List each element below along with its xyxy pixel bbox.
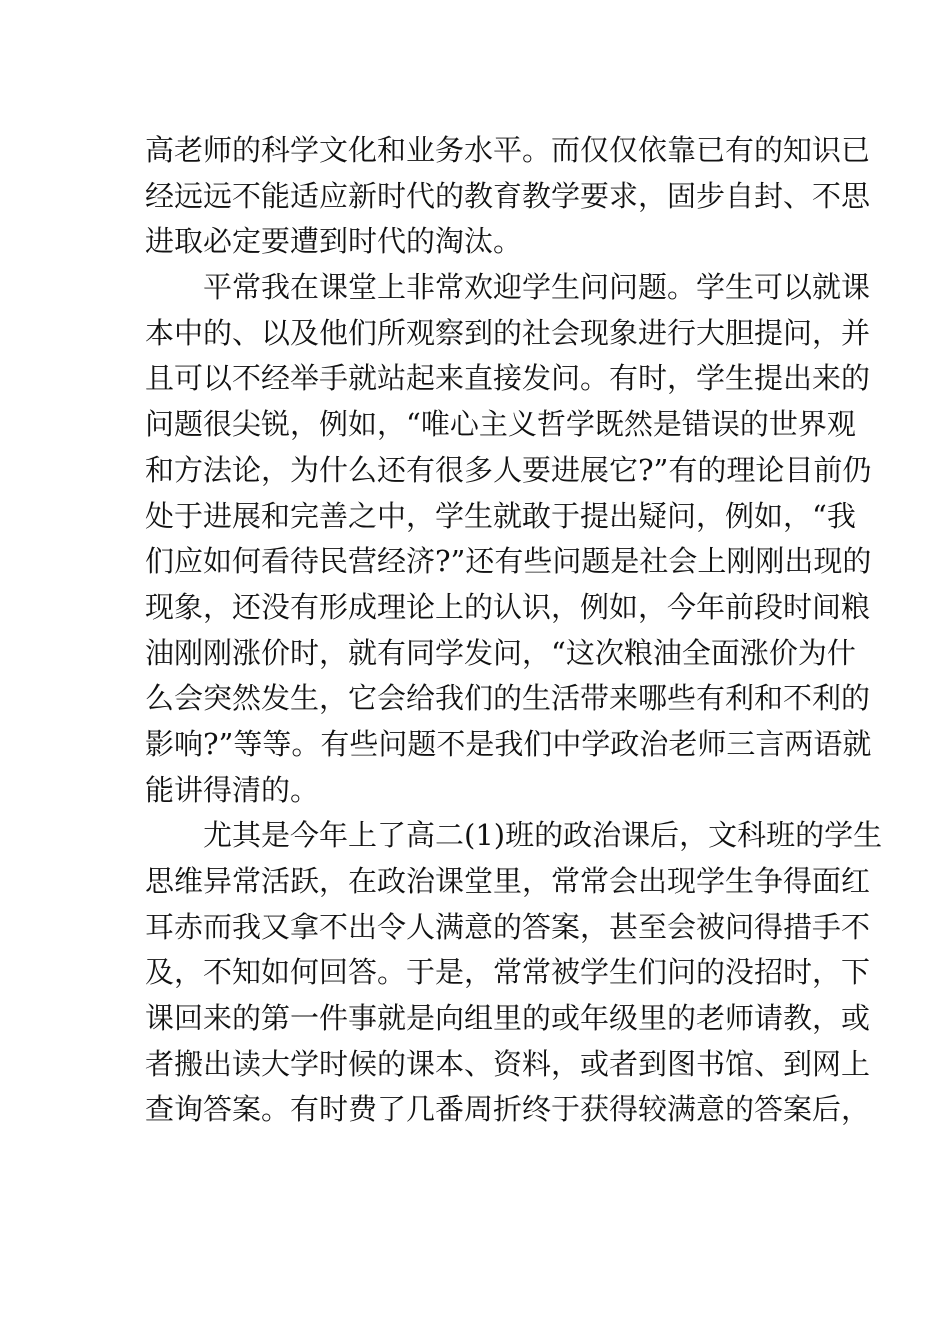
text-line-5: 本中的、以及他们所观察到的社会现象进行大胆提问，并 xyxy=(145,315,871,350)
text-line-17: 思维异常活跃，在政治课堂里，常常会出现学生争得面红 xyxy=(145,864,871,898)
text-line-12: 油刚刚涨价时，就有同学发问，“这次粮油全面涨价为什 xyxy=(145,635,856,670)
text-line-3: 进取必定要遭到时代的淘汰。 xyxy=(145,224,523,259)
text-line-18: 耳赤而我又拿不出令人满意的答案，甚至会被问得措手不 xyxy=(145,909,871,944)
text-line-22: 查询答案。有时费了几番周折终于获得较满意的答案后， xyxy=(145,1092,871,1127)
text-line-14: 影响?”等等。有些问题不是我们中学政治老师三言两语就 xyxy=(145,726,872,761)
text-line-8: 和方法论，为什么还有很多人要进展它?”有的理论目前仍 xyxy=(145,452,872,487)
paragraph-start-line: 尤其是今年上了高二(1)班的政治课后，文科班的学生 xyxy=(203,818,883,853)
text-line-13: 么会突然发生，它会给我们的生活带来哪些有利和不利的 xyxy=(145,681,871,716)
text-line-19: 及，不知如何回答。于是，常常被学生们问的没招时，下 xyxy=(145,955,871,990)
text-line-1: 高老师的科学文化和业务水平。而仅仅依靠已有的知识已 xyxy=(145,133,871,167)
text-line-7: 问题很尖锐，例如，“唯心主义哲学既然是错误的世界观 xyxy=(145,407,856,442)
text-line-11: 现象，还没有形成理论上的认识，例如，今年前段时间粮 xyxy=(145,589,871,624)
text-line-20: 课回来的第一件事就是向组里的或年级里的老师请教，或 xyxy=(145,1001,871,1036)
text-line-9: 处于进展和完善之中，学生就敢于提出疑问，例如，“我 xyxy=(145,498,856,533)
text-line-15: 能讲得清的。 xyxy=(145,772,320,807)
body-text xyxy=(145,128,883,1133)
paragraph-start-line: 平常我在课堂上非常欢迎学生问问题。学生可以就课 xyxy=(203,270,871,305)
text-line-21: 者搬出读大学时候的课本、资料，或者到图书馆、到网上 xyxy=(145,1046,871,1081)
text-line-10: 们应如何看待民营经济?”还有些问题是社会上刚刚出现的 xyxy=(145,544,872,579)
text-line-6: 且可以不经举手就站起来直接发问。有时，学生提出来的 xyxy=(145,361,871,396)
text-line-2: 经远远不能适应新时代的教育教学要求，固步自封、不思 xyxy=(145,178,871,213)
